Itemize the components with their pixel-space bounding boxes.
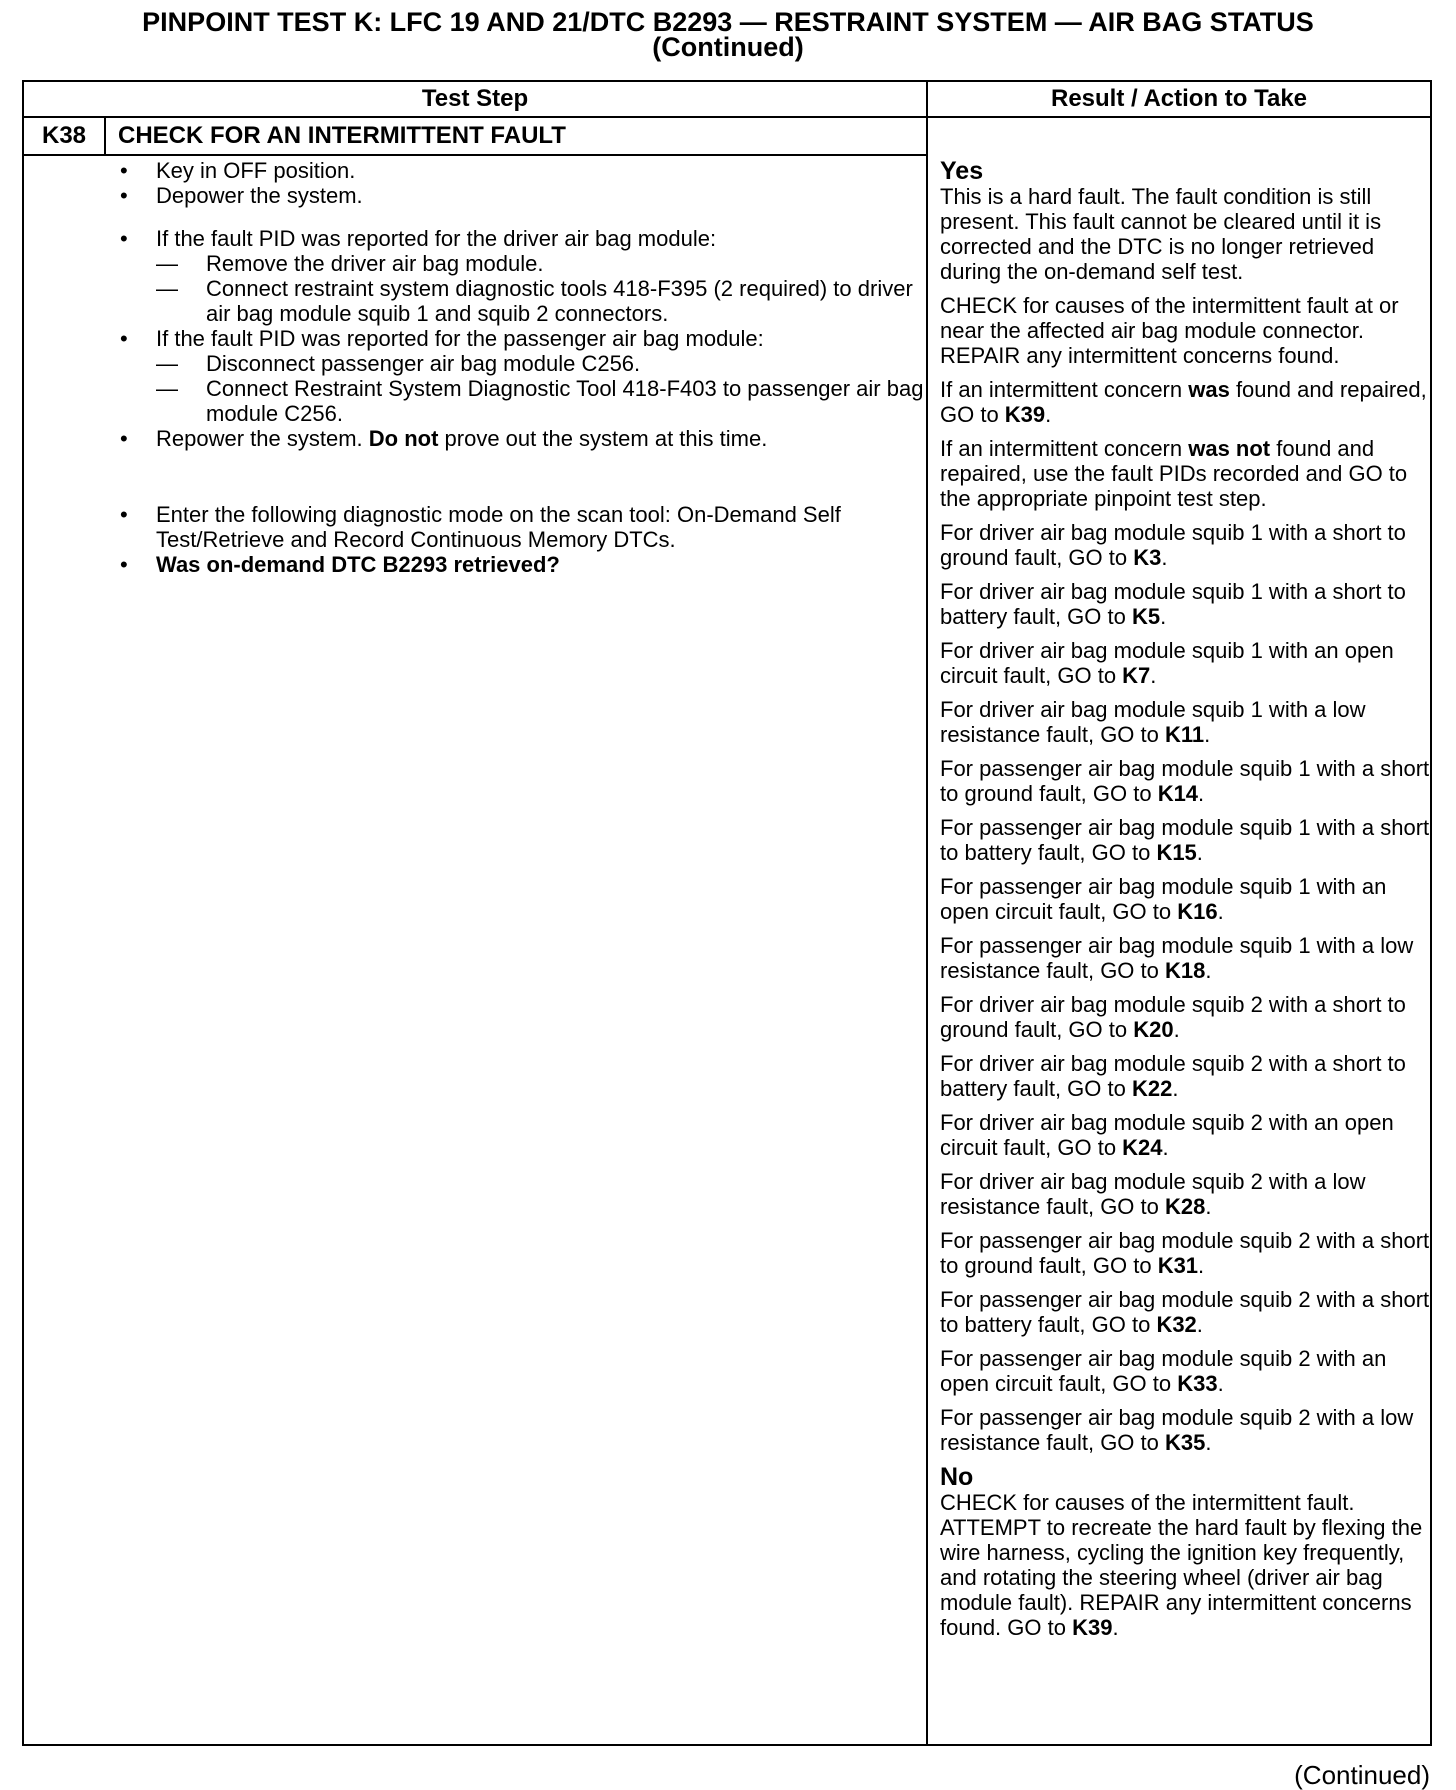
result-paragraph xyxy=(940,293,1430,368)
dash-marker: — xyxy=(156,251,178,276)
step-id: K38 xyxy=(41,122,87,149)
instruction-bullet xyxy=(106,183,926,208)
text-run: prove out the system at this time. xyxy=(438,426,768,451)
result-heading xyxy=(940,158,1430,184)
instruction-bullet xyxy=(106,426,926,451)
text-run: For driver air bag module squib 1 with an open circuit fault, GO to xyxy=(940,638,1394,688)
text-run: found and repaired, use the fault PIDs recorded and GO to the appropriate pinpoint test step. xyxy=(940,436,1408,511)
bold-text: K33 xyxy=(1177,1371,1218,1396)
text-run: Remove the driver air bag module. xyxy=(206,251,544,276)
text-run: Connect restraint system diagnostic tools 418-F395 (2 required) to driver air bag module squib 1 and squib 2 connectors. xyxy=(206,276,913,326)
text-run: Enter the following diagnostic mode on the scan tool: On-Demand Self Test/Retrieve and Record Continuous Memory DTCs. xyxy=(156,502,841,552)
bold-text: K32 xyxy=(1156,1312,1197,1337)
result-paragraph xyxy=(940,874,1430,924)
text-run: If the fault PID was reported for the driver air bag module: xyxy=(156,226,717,251)
text-run: . xyxy=(1173,1017,1180,1042)
bullet-marker: • xyxy=(120,158,128,183)
text-run: For passenger air bag module squib 1 with a short to battery fault, GO to xyxy=(940,815,1430,865)
result-paragraph xyxy=(940,436,1430,511)
continued-footer: (Continued) xyxy=(1294,1760,1430,1790)
text-run: . xyxy=(1205,1430,1212,1455)
text-run: Key in OFF position. xyxy=(156,158,356,183)
text-run: For driver air bag module squib 1 with a low resistance fault, GO to xyxy=(940,697,1366,747)
instruction-bullet xyxy=(106,158,926,183)
text-run: . xyxy=(1150,663,1157,688)
text-run: . xyxy=(1217,1371,1224,1396)
text-run: . xyxy=(1112,1615,1119,1640)
bold-text: K39 xyxy=(1072,1615,1113,1640)
text-run: For passenger air bag module squib 2 with a short to battery fault, GO to xyxy=(940,1287,1430,1337)
text-run: This is a hard fault. The fault condition is still present. This fault cannot be cleared until it is corrected and the DTC is no longer retrieved during the on-demand self test. xyxy=(940,184,1382,284)
title-line-1: PINPOINT TEST K: LFC 19 AND 21/DTC B2293 — RESTRAINT SYSTEM — AIR BAG STATUS xyxy=(142,7,1314,37)
instruction-substep xyxy=(106,351,926,376)
text-run: . xyxy=(1160,604,1167,629)
instruction-bullet xyxy=(106,326,926,351)
bold-text: K28 xyxy=(1164,1194,1206,1219)
bold-text: was not xyxy=(1188,436,1271,461)
bold-text: K22 xyxy=(1131,1076,1173,1101)
text-run: For driver air bag module squib 2 with an open circuit fault, GO to xyxy=(940,1110,1394,1160)
text-run: . xyxy=(1196,840,1203,865)
title-line-2: (Continued) xyxy=(652,32,804,62)
bold-text: Do not xyxy=(368,426,439,451)
result-actions xyxy=(940,158,1430,1649)
dash-marker: — xyxy=(156,376,178,401)
text-run: For passenger air bag module squib 2 with an open circuit fault, GO to xyxy=(940,1346,1387,1396)
result-paragraph xyxy=(940,520,1430,570)
bold-text: K39 xyxy=(1004,402,1046,427)
text-run: . xyxy=(1204,722,1211,747)
text-run: Repower the system. xyxy=(156,426,369,451)
bullet-marker: • xyxy=(120,426,128,451)
bold-text: K15 xyxy=(1156,840,1197,865)
result-heading xyxy=(940,1464,1430,1490)
text-run: . xyxy=(1045,402,1052,427)
result-paragraph xyxy=(940,1405,1430,1455)
bullet-marker: • xyxy=(120,552,128,577)
bold-text: Yes xyxy=(940,157,984,185)
bullet-marker: • xyxy=(120,226,128,251)
bold-text: K24 xyxy=(1122,1135,1163,1160)
page-title xyxy=(0,7,1456,62)
text-run: . xyxy=(1196,1312,1203,1337)
result-paragraph xyxy=(940,1287,1430,1337)
text-run: Connect Restraint System Diagnostic Tool 418-F403 to passenger air bag module C256. xyxy=(206,376,924,426)
dash-marker: — xyxy=(156,276,178,301)
text-run: . xyxy=(1198,781,1205,806)
text-run: For driver air bag module squib 2 with a low resistance fault, GO to xyxy=(940,1169,1366,1219)
bold-text: K18 xyxy=(1164,958,1206,983)
bold-text: K31 xyxy=(1157,1253,1199,1278)
result-paragraph xyxy=(940,184,1430,284)
dash-marker: — xyxy=(156,351,178,376)
text-run: Disconnect passenger air bag module C256. xyxy=(206,351,641,376)
text-run: CHECK for causes of the intermittent fault at or near the affected air bag module connector. REPAIR any intermittent concerns found. xyxy=(940,293,1399,368)
instruction-bullet xyxy=(106,502,926,552)
result-paragraph xyxy=(940,579,1430,629)
instruction-bullet xyxy=(106,552,926,577)
bold-text: K7 xyxy=(1122,663,1151,688)
text-run: If an intermittent concern xyxy=(940,436,1189,461)
text-run: For driver air bag module squib 2 with a short to battery fault, GO to xyxy=(940,1051,1406,1101)
bullet-marker: • xyxy=(120,502,128,527)
result-paragraph xyxy=(940,992,1430,1042)
text-run: . xyxy=(1217,899,1224,924)
result-paragraph xyxy=(940,697,1430,747)
result-paragraph xyxy=(940,1169,1430,1219)
bold-text: Was on-demand DTC B2293 retrieved? xyxy=(156,552,560,577)
instruction-substep xyxy=(106,376,926,426)
bold-text: No xyxy=(940,1463,974,1491)
text-run: . xyxy=(1172,1076,1179,1101)
text-run: . xyxy=(1198,1253,1205,1278)
text-run: For driver air bag module squib 1 with a short to ground fault, GO to xyxy=(940,520,1406,570)
instruction-substep xyxy=(106,251,926,276)
result-paragraph xyxy=(940,1346,1430,1396)
text-run: For driver air bag module squib 1 with a short to battery fault, GO to xyxy=(940,579,1406,629)
bullet-marker: • xyxy=(120,326,128,351)
bold-text: K20 xyxy=(1133,1017,1174,1042)
text-run: For passenger air bag module squib 2 with a short to ground fault, GO to xyxy=(940,1228,1430,1278)
text-run: For passenger air bag module squib 1 with a short to ground fault, GO to xyxy=(940,756,1430,806)
result-paragraph xyxy=(940,1110,1430,1160)
text-run: . xyxy=(1205,1194,1212,1219)
text-run: . xyxy=(1162,1135,1169,1160)
result-paragraph xyxy=(940,377,1430,427)
text-run: . xyxy=(1161,545,1168,570)
result-paragraph xyxy=(940,815,1430,865)
instruction-substep xyxy=(106,276,926,326)
result-paragraph xyxy=(940,756,1430,806)
header-test-step: Test Step xyxy=(421,85,529,112)
bold-text: K11 xyxy=(1164,722,1205,747)
text-run: found and repaired, GO to xyxy=(940,377,1427,427)
text-run: CHECK for causes of the intermittent fault. ATTEMPT to recreate the hard fault by flexing the wire harness, cycling the ignition key frequently, and rotating the steering wheel (driver air bag module fault). REPAIR any intermittent concerns found. GO to xyxy=(940,1490,1423,1640)
bold-text: was xyxy=(1188,377,1230,402)
bold-text: K5 xyxy=(1131,604,1161,629)
result-paragraph xyxy=(940,1490,1430,1640)
bold-text: K3 xyxy=(1133,545,1162,570)
step-name: CHECK FOR AN INTERMITTENT FAULT xyxy=(118,122,566,149)
text-run: Depower the system. xyxy=(156,183,363,208)
bold-text: K14 xyxy=(1157,781,1199,806)
bold-text: K35 xyxy=(1164,1430,1206,1455)
text-run: For passenger air bag module squib 1 with a low resistance fault, GO to xyxy=(940,933,1414,983)
text-run: If an intermittent concern xyxy=(940,377,1189,402)
text-run: If the fault PID was reported for the passenger air bag module: xyxy=(156,326,764,351)
result-paragraph xyxy=(940,933,1430,983)
text-run: For passenger air bag module squib 2 with a low resistance fault, GO to xyxy=(940,1405,1414,1455)
bullet-marker: • xyxy=(120,183,128,208)
bold-text: K16 xyxy=(1177,899,1218,924)
result-paragraph xyxy=(940,1051,1430,1101)
step-instructions xyxy=(106,158,926,577)
text-run: . xyxy=(1205,958,1212,983)
instruction-bullet xyxy=(106,226,926,251)
header-result: Result / Action to Take xyxy=(1050,85,1308,112)
result-paragraph xyxy=(940,1228,1430,1278)
text-run: For passenger air bag module squib 1 with an open circuit fault, GO to xyxy=(940,874,1387,924)
result-paragraph xyxy=(940,638,1430,688)
text-run: For driver air bag module squib 2 with a short to ground fault, GO to xyxy=(940,992,1406,1042)
